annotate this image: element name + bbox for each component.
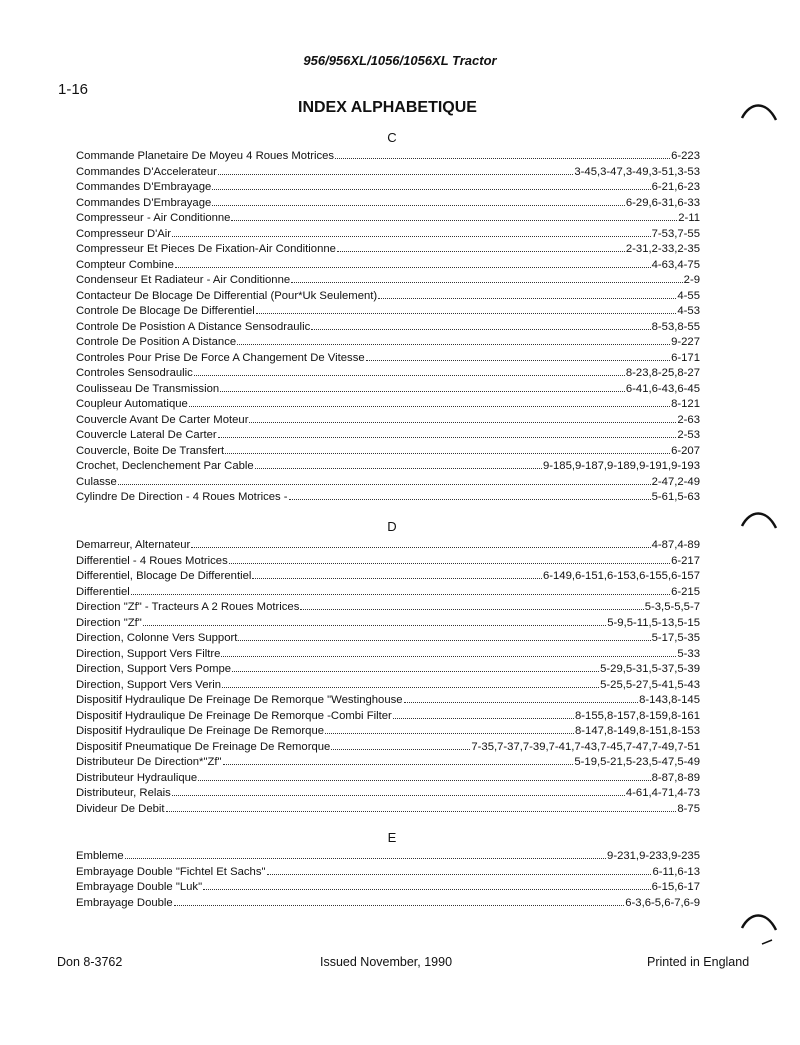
index-entry [76, 380, 700, 396]
entry-label: Direction, Support Vers Filtre [76, 647, 221, 660]
index-entry [76, 271, 700, 287]
dot-leader [166, 800, 677, 812]
entry-pages: 5-19,5-21,5-23,5-47,5-49 [574, 756, 700, 768]
footer-issued-date: Issued November, 1990 [320, 955, 453, 969]
entry-label: Controle De Blocage De Differentiel [76, 305, 255, 317]
index-entry [76, 457, 700, 473]
dot-leader [404, 691, 639, 703]
page-tab-marker [740, 100, 780, 124]
index-entry [76, 894, 700, 910]
index-entry [76, 536, 700, 552]
index-entry [76, 567, 700, 583]
entry-pages: 8-143,8-145 [639, 694, 700, 706]
index-entry [76, 240, 700, 256]
entry-label: Dispositif Hydraulique De Freinage De Remorque -Combi Filter [76, 709, 392, 722]
page-number: 1-16 [58, 81, 89, 98]
entry-label: Demarreur, Alternateur [76, 539, 191, 551]
index-entry-list [76, 147, 700, 504]
index-entry [76, 349, 700, 365]
entry-pages: 9-227 [671, 336, 700, 348]
entry-pages: 9-231,9-233,9-235 [607, 850, 700, 862]
dot-leader [218, 163, 573, 175]
entry-pages: 6-217 [671, 554, 700, 567]
entry-label: Coupleur Automatique [76, 398, 188, 410]
entry-pages: 5-9,5-11,5-13,5-15 [607, 616, 700, 629]
dot-leader [218, 426, 677, 438]
dot-leader [255, 457, 542, 469]
entry-pages: 6-11,6-13 [652, 865, 700, 878]
dot-leader [225, 442, 670, 454]
index-entry [76, 473, 700, 489]
index-section-d [76, 517, 700, 815]
entry-pages: 4-61,4-71,4-73 [625, 787, 700, 799]
dot-leader [325, 722, 574, 734]
entry-pages: 8-121 [671, 398, 700, 410]
index-entry [76, 863, 700, 879]
section-letter: D [387, 519, 397, 534]
entry-label: Controles Sensodraulic [76, 367, 193, 379]
dot-leader [337, 240, 625, 252]
section-letter: E [387, 830, 397, 845]
index-entry-list [76, 847, 700, 909]
entry-pages: 6-223 [671, 150, 700, 162]
entry-label: Couvercle Lateral De Carter [76, 429, 217, 441]
index-entry [76, 583, 700, 599]
index-entry [76, 784, 700, 800]
dot-leader [194, 364, 625, 376]
dot-leader [189, 395, 670, 407]
index-entry [76, 364, 700, 380]
entry-label: Culasse [76, 475, 117, 488]
dot-leader [393, 707, 574, 719]
entry-label: Condenseur Et Radiateur - Air Conditionne [76, 274, 291, 286]
index-entry [76, 302, 700, 318]
index-entry [76, 318, 700, 334]
index-entry [76, 147, 700, 163]
entry-pages: 6-41,6-43,6-45 [625, 382, 700, 395]
entry-pages: 2-63 [677, 413, 700, 426]
entry-pages: 8-155,8-157,8-159,8-161 [575, 709, 700, 722]
entry-label: Direction "Zf" [76, 616, 142, 629]
dot-leader [232, 660, 599, 672]
entry-pages: 2-53 [677, 429, 700, 441]
index-entry [76, 878, 700, 894]
dot-leader [125, 847, 606, 859]
entry-label: Direction "Zf" - Tracteurs A 2 Roues Motrices [76, 601, 300, 613]
entry-label: Compresseur Et Pieces De Fixation-Air Conditionne [76, 243, 336, 255]
dot-leader [331, 738, 470, 750]
dot-leader [252, 567, 542, 579]
dot-leader [131, 583, 670, 595]
entry-pages: 6-149,6-151,6-153,6-155,6-157 [542, 570, 700, 582]
dot-leader [300, 598, 643, 610]
dot-leader [212, 194, 625, 206]
dot-leader [212, 178, 650, 190]
dot-leader [238, 629, 650, 641]
index-entry [76, 552, 700, 568]
entry-label: Commandes D'Accelerateur [76, 165, 217, 178]
entry-label: Controle De Posistion A Distance Sensodraulic [76, 320, 311, 333]
entry-pages: 2-9 [683, 274, 700, 286]
dot-leader [289, 488, 651, 500]
entry-pages: 8-75 [677, 802, 700, 815]
entry-pages: 6-171 [671, 351, 700, 364]
entry-label: Differentiel, Blocage De Differentiel [76, 570, 252, 582]
dot-leader [366, 349, 670, 361]
entry-pages: 8-87,8-89 [651, 771, 700, 784]
dot-leader [291, 271, 683, 283]
entry-pages: 5-3,5-5,5-7 [644, 601, 700, 613]
entry-label: Compresseur - Air Conditionne [76, 212, 231, 224]
entry-label: Distributeur Hydraulique [76, 771, 198, 784]
index-entry [76, 800, 700, 816]
index-entry [76, 660, 700, 676]
entry-label: Couvercle, Boite De Transfert [76, 444, 225, 457]
index-entry [76, 722, 700, 738]
entry-pages: 4-55 [677, 289, 700, 302]
entry-label: Divideur De Debit [76, 802, 165, 815]
dot-leader [229, 552, 670, 564]
index-entry [76, 395, 700, 411]
dot-leader [143, 614, 606, 626]
dot-leader [198, 769, 650, 781]
entry-label: Commandes D'Embrayage [76, 181, 212, 193]
index-entry [76, 707, 700, 723]
entry-label: Coulisseau De Transmission [76, 382, 220, 395]
entry-label: Crochet, Declenchement Par Cable [76, 460, 254, 472]
index-entry [76, 614, 700, 630]
page-tab-marker [740, 508, 780, 532]
entry-label: Direction, Support Vers Pompe [76, 663, 232, 675]
entry-pages: 9-185,9-187,9-189,9-191,9-193 [542, 460, 700, 472]
index-entry [76, 225, 700, 241]
entry-label: Commande Planetaire De Moyeu 4 Roues Motrices [76, 150, 335, 162]
dot-leader [256, 302, 677, 314]
dot-leader [174, 894, 625, 906]
entry-label: Commandes D'Embrayage [76, 196, 212, 209]
entry-pages: 6-29,6-31,6-33 [625, 196, 700, 209]
entry-pages: 5-25,5-27,5-41,5-43 [600, 678, 700, 691]
entry-pages: 8-147,8-149,8-151,8-153 [575, 725, 700, 737]
index-title: INDEX ALPHABETIQUE [298, 99, 477, 116]
entry-pages: 2-47,2-49 [651, 475, 700, 488]
entry-label: Differentiel [76, 585, 130, 598]
entry-label: Differentiel - 4 Roues Motrices [76, 554, 228, 567]
index-entry [76, 333, 700, 349]
index-entry [76, 676, 700, 692]
entry-pages: 5-61,5-63 [651, 491, 700, 503]
entry-label: Embrayage Double "Luk" [76, 881, 203, 893]
entry-pages: 4-53 [677, 305, 700, 317]
index-entry [76, 645, 700, 661]
entry-label: Direction, Colonne Vers Support [76, 632, 238, 644]
index-entry [76, 691, 700, 707]
entry-pages: 6-3,6-5,6-7,6-9 [625, 896, 700, 909]
index-section-c [76, 128, 700, 504]
dot-leader [335, 147, 670, 159]
index-entry [76, 411, 700, 427]
entry-label: Cylindre De Direction - 4 Roues Motrices - [76, 491, 288, 503]
dot-leader [378, 287, 676, 299]
entry-label: Controle De Position A Distance [76, 336, 237, 348]
entry-label: Embrayage Double "Fichtel Et Sachs" [76, 865, 266, 878]
index-entry-list [76, 536, 700, 815]
dot-leader [223, 753, 574, 765]
index-section-e [76, 828, 700, 909]
entry-pages: 7-35,7-37,7-39,7-41,7-43,7-45,7-47,7-49,7-51 [471, 740, 700, 753]
index-entry [76, 442, 700, 458]
index-entry [76, 287, 700, 303]
page-tab-marker [740, 910, 780, 950]
entry-label: Compresseur D'Air [76, 227, 172, 240]
entry-label: Embleme [76, 850, 124, 862]
dot-leader [267, 863, 652, 875]
document-title: 956/956XL/1056/1056XL Tractor [303, 53, 497, 68]
dot-leader [191, 536, 650, 548]
dot-leader [220, 380, 625, 392]
entry-label: Contacteur De Blocage De Differential (Pour*Uk Seulement) [76, 289, 378, 302]
index-entry [76, 488, 700, 504]
index-entry [76, 209, 700, 225]
entry-label: Direction, Support Vers Verin [76, 678, 222, 691]
entry-pages: 6-207 [671, 444, 700, 457]
dot-leader [172, 225, 651, 237]
entry-pages: 5-29,5-31,5-37,5-39 [600, 663, 700, 675]
dot-leader [221, 645, 676, 657]
entry-pages: 5-33 [677, 647, 700, 660]
entry-label: Couvercle Avant De Carter Moteur [76, 413, 249, 426]
index-entry [76, 769, 700, 785]
index-entry [76, 738, 700, 754]
entry-label: Dispositif Pneumatique De Freinage De Remorque [76, 740, 331, 753]
entry-pages: 8-23,8-25,8-27 [625, 367, 700, 379]
dot-leader [231, 209, 677, 221]
dot-leader [118, 473, 651, 485]
dot-leader [203, 878, 651, 890]
entry-label: Dispositif Hydraulique De Freinage De Remorque [76, 725, 325, 737]
dot-leader [175, 256, 651, 268]
index-entry [76, 753, 700, 769]
entry-pages: 7-53,7-55 [651, 227, 700, 240]
entry-pages: 2-11 [678, 212, 700, 224]
entry-pages: 6-215 [671, 585, 700, 598]
index-entry [76, 847, 700, 863]
entry-pages: 6-15,6-17 [651, 881, 700, 893]
entry-label: Distributeur De Direction*"Zf" [76, 756, 222, 768]
dot-leader [172, 784, 625, 796]
footer-doc-number: Don 8-3762 [57, 955, 123, 969]
entry-label: Controles Pour Prise De Force A Changement De Vitesse [76, 351, 365, 364]
dot-leader [222, 676, 599, 688]
entry-label: Distributeur, Relais [76, 787, 171, 799]
index-entry [76, 629, 700, 645]
section-letter: C [387, 130, 397, 145]
index-entry [76, 194, 700, 210]
entry-pages: 4-87,4-89 [651, 539, 700, 551]
dot-leader [237, 333, 670, 345]
index-entry [76, 178, 700, 194]
index-entry [76, 426, 700, 442]
dot-leader [311, 318, 650, 330]
index-entry [76, 256, 700, 272]
index-entry [76, 163, 700, 179]
entry-pages: 4-63,4-75 [651, 258, 700, 271]
dot-leader [249, 411, 676, 423]
entry-pages: 5-17,5-35 [651, 632, 700, 644]
entry-label: Embrayage Double [76, 896, 173, 909]
index-entry [76, 598, 700, 614]
entry-label: Compteur Combine [76, 258, 174, 271]
entry-pages: 8-53,8-55 [651, 320, 700, 333]
entry-pages: 6-21,6-23 [651, 181, 700, 193]
entry-pages: 3-45,3-47,3-49,3-51,3-53 [574, 165, 700, 178]
entry-pages: 2-31,2-33,2-35 [625, 243, 700, 255]
entry-label: Dispositif Hydraulique De Freinage De Remorque "Westinghouse [76, 694, 403, 706]
footer-printed: Printed in England [647, 955, 750, 969]
